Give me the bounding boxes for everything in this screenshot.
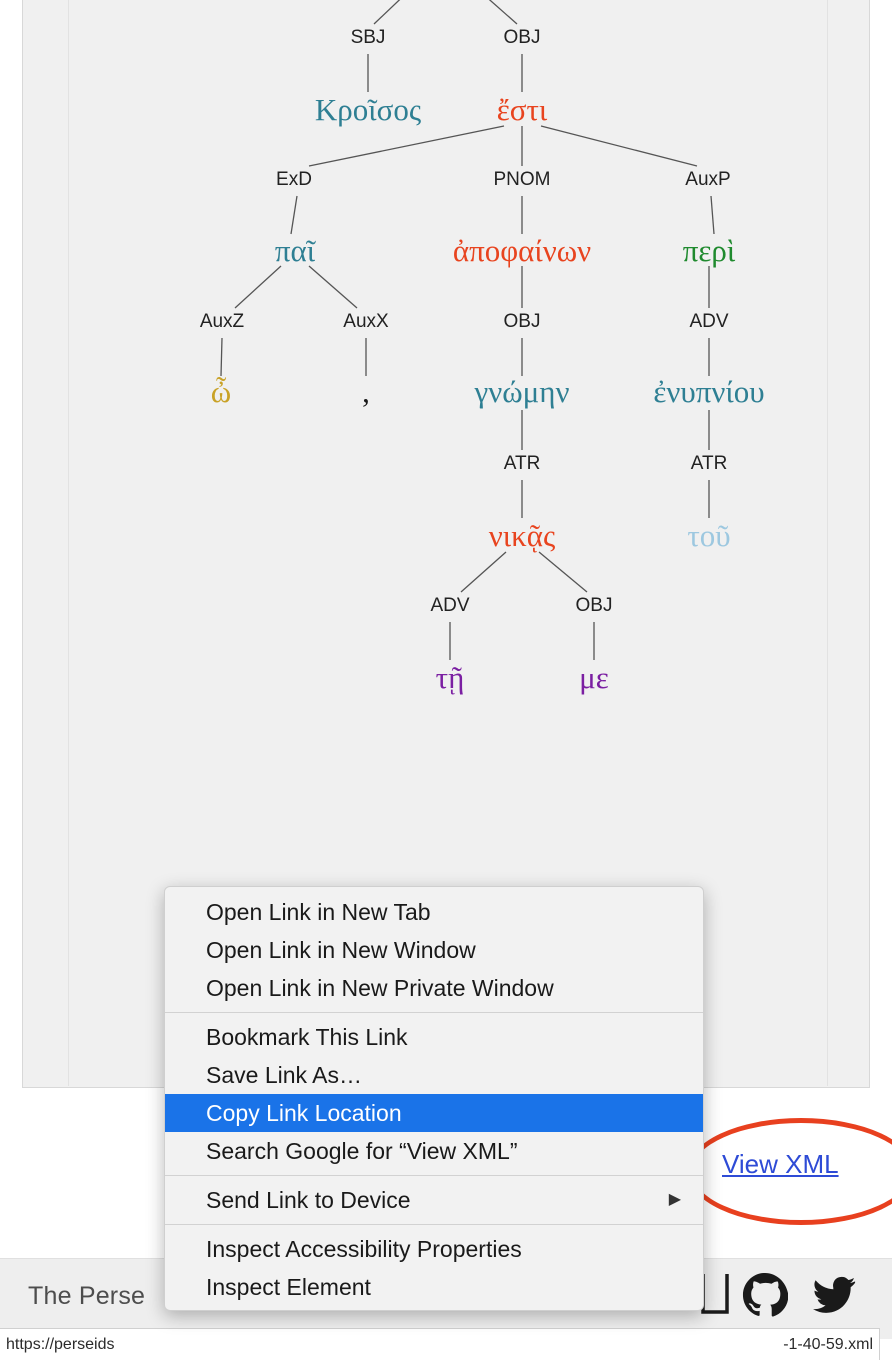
context-menu-item[interactable]: Inspect Accessibility Properties <box>206 1236 522 1262</box>
tree-word-node[interactable]: παῖ <box>274 233 316 268</box>
tree-word-node[interactable]: Κροῖσος <box>314 92 422 127</box>
context-menu-item[interactable]: Save Link As… <box>206 1062 362 1088</box>
tree-word-node[interactable]: , <box>362 374 370 409</box>
tree-edge <box>221 338 222 376</box>
tree-word-node[interactable]: ἐνυπνίου <box>653 374 765 409</box>
footer-label: The Perse <box>28 1282 146 1310</box>
twitter-icon-svg <box>810 1272 858 1318</box>
tree-edge <box>291 196 297 234</box>
tree-edge <box>539 552 587 592</box>
tree-relation-label: ExD <box>276 169 312 190</box>
menu-separator <box>165 1012 703 1013</box>
menu-separator <box>165 1224 703 1225</box>
tree-word-node[interactable]: ὦ <box>210 374 232 409</box>
status-bar-url <box>0 1328 880 1360</box>
tree-edge <box>235 266 281 308</box>
github-icon[interactable] <box>742 1272 788 1323</box>
tree-relation-label: OBJ <box>575 595 613 616</box>
tree-word-node[interactable]: γνώμην <box>474 374 570 409</box>
tree-relation-label: SBJ <box>350 27 386 48</box>
status-url-left: https://perseids <box>6 1335 115 1353</box>
tree-relation-label: ADV <box>430 595 470 616</box>
menu-separator <box>165 1175 703 1176</box>
context-menu-item[interactable]: Copy Link Location <box>165 1094 703 1132</box>
tree-edge <box>309 126 504 166</box>
tree-relation-label: AuxX <box>343 311 389 332</box>
context-menu-item[interactable]: Inspect Element <box>206 1274 371 1300</box>
tree-word-node[interactable]: με <box>579 660 609 695</box>
context-menu-item[interactable]: Search Google for “View XML” <box>206 1138 518 1164</box>
tree-relation-label: OBJ <box>503 27 541 48</box>
tree-edge <box>474 0 517 24</box>
tree-relation-label: OBJ <box>503 311 541 332</box>
status-url-right: -1-40-59.xml <box>783 1335 873 1353</box>
context-menu-item[interactable]: Open Link in New Tab <box>206 899 431 925</box>
tree-word-node[interactable]: ἔστι <box>496 92 548 127</box>
tree-word-node[interactable]: τοῦ <box>687 518 731 553</box>
tree-relation-label: PNOM <box>493 169 551 190</box>
context-menu-item[interactable]: Open Link in New Window <box>206 937 476 963</box>
tree-word-node[interactable]: περὶ <box>682 233 736 268</box>
tree-edge <box>711 196 714 234</box>
tree-edge <box>461 552 506 592</box>
tree-word-node[interactable]: νικᾷς <box>488 518 556 553</box>
tree-edge <box>541 126 697 166</box>
context-menu[interactable] <box>164 886 704 1311</box>
tree-relation-label: ATR <box>503 453 541 474</box>
tree-edge <box>374 0 414 24</box>
tree-relation-label: AuxZ <box>199 311 245 332</box>
tree-word-node[interactable]: τῇ <box>435 660 465 695</box>
github-icon-svg <box>742 1272 788 1318</box>
twitter-icon[interactable] <box>810 1272 858 1323</box>
submenu-arrow-icon: ▶ <box>668 1191 681 1208</box>
context-menu-item[interactable]: Open Link in New Private Window <box>206 975 554 1001</box>
tree-edge <box>309 266 357 308</box>
view-xml-link[interactable]: View XML <box>722 1149 839 1179</box>
context-menu-item[interactable]: Bookmark This Link <box>206 1024 408 1050</box>
tree-relation-label: AuxP <box>685 169 731 190</box>
context-menu-item[interactable]: Send Link to Device ▶ <box>165 1181 703 1219</box>
tree-word-node[interactable]: ἀποφαίνων <box>452 233 592 268</box>
tree-relation-label: ADV <box>689 311 729 332</box>
tree-relation-label: ATR <box>690 453 728 474</box>
